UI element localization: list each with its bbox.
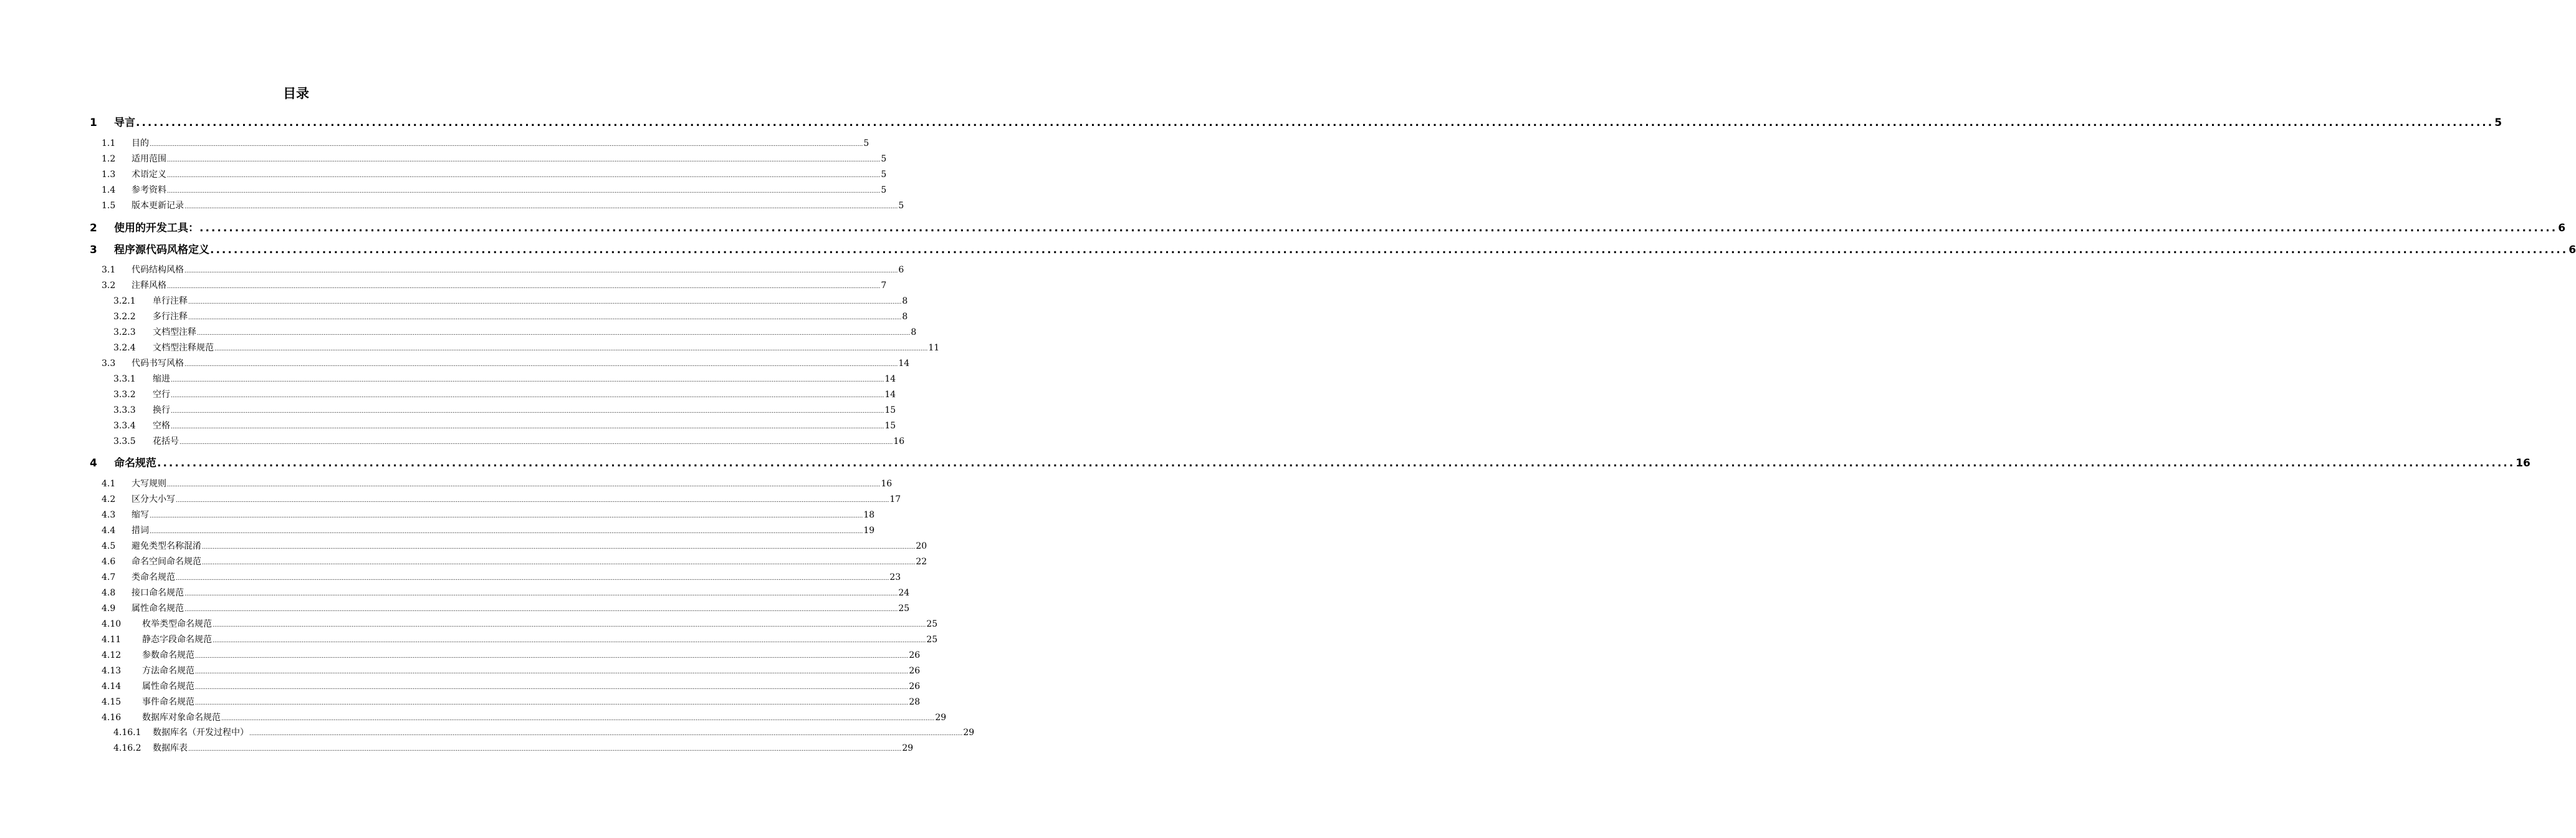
- dot-leader: ................................................................................................................................................................................................................................................................................................................................................................................................................: [195, 653, 909, 660]
- toc-entry-page: 5: [2494, 117, 2502, 129]
- toc-entry-title: 版本更新记录: [132, 201, 184, 211]
- toc-entry-4-16-2[interactable]: [113, 741, 914, 755]
- toc-entry-page: 5: [881, 185, 887, 195]
- dot-leader: ................................................................................................................................................................................................................................................................................................................................................................................................................: [157, 457, 2516, 470]
- toc-entry-page: 5: [863, 138, 869, 148]
- toc-entry-4-8[interactable]: [102, 586, 910, 600]
- toc-entry-page: 16: [881, 479, 893, 489]
- toc-entry-4-11[interactable]: [102, 633, 938, 647]
- dot-leader: ................................................................................................................................................................................................................................................................................................................................................................................................................: [167, 284, 881, 290]
- toc-entry-title: 空行: [153, 390, 170, 400]
- toc-entry-page: 25: [898, 604, 910, 614]
- toc-entry-number: 2: [90, 222, 97, 234]
- toc-entry-title: 命名空间命名规范: [132, 557, 201, 567]
- toc-entry-page: 25: [926, 635, 938, 645]
- toc-entry-number: 3.2: [102, 281, 116, 291]
- dot-leader: ................................................................................................................................................................................................................................................................................................................................................................................................................: [213, 622, 926, 628]
- toc-entry-3-2-4[interactable]: [113, 341, 940, 355]
- toc-entry-title: 代码书写风格: [132, 359, 184, 368]
- toc-title: 目录: [283, 86, 309, 101]
- toc-entry-title: 类命名规范: [132, 572, 175, 582]
- toc-entry-page: 18: [863, 510, 875, 520]
- toc-entry-number: 4.10: [102, 619, 122, 629]
- toc-entry-number: 3: [90, 244, 97, 256]
- toc-entry-3-3-1[interactable]: [113, 372, 896, 386]
- toc-entry-4-9[interactable]: [102, 602, 910, 615]
- toc-entry-1-1[interactable]: [102, 137, 869, 150]
- toc-entry-3-1[interactable]: [102, 263, 904, 277]
- dot-leader: ................................................................................................................................................................................................................................................................................................................................................................................................................: [210, 244, 2569, 256]
- toc-entry-4-7[interactable]: [102, 571, 901, 584]
- dot-leader: ................................................................................................................................................................................................................................................................................................................................................................................................................: [195, 685, 909, 691]
- toc-entry-page: 6: [2569, 244, 2576, 256]
- toc-entry-page: 14: [884, 374, 896, 384]
- toc-entry-4-3[interactable]: [102, 508, 875, 522]
- toc-entry-page: 26: [909, 650, 921, 660]
- toc-entry-title: 使用的开发工具：: [114, 222, 199, 234]
- toc-entry-page: 6: [2558, 222, 2566, 234]
- toc-entry-number: 4.14: [102, 681, 122, 691]
- toc-entry-3-2-3[interactable]: [113, 325, 917, 339]
- toc-entry-title: 接口命名规范: [132, 588, 184, 598]
- toc-entry-number: 3.2.1: [113, 296, 136, 306]
- dot-leader: ................................................................................................................................................................................................................................................................................................................................................................................................................: [180, 440, 893, 446]
- toc-entry-number: 4.16.2: [113, 743, 141, 753]
- toc-entry-number: 4.9: [102, 604, 116, 614]
- toc-entry-number: 4.3: [102, 510, 116, 520]
- dot-leader: ................................................................................................................................................................................................................................................................................................................................................................................................................: [167, 482, 881, 488]
- toc-entry-number: 3.3.5: [113, 436, 136, 446]
- toc-entry-title: 多行注释: [153, 312, 188, 322]
- toc-entry-title: 文档型注释: [153, 327, 196, 337]
- toc-entry-number: 1.4: [102, 185, 116, 195]
- toc-entry-title: 换行: [153, 405, 170, 415]
- dot-leader: ................................................................................................................................................................................................................................................................................................................................................................................................................: [188, 315, 902, 321]
- dot-leader: ................................................................................................................................................................................................................................................................................................................................................................................................................: [184, 204, 898, 210]
- toc-entry-4-13[interactable]: [102, 664, 921, 678]
- toc-entry-number: 3.3.1: [113, 374, 136, 384]
- toc-entry-3-2-2[interactable]: [113, 310, 908, 324]
- toc-entry-page: 14: [884, 390, 896, 400]
- toc-entry-title: 注释风格: [132, 281, 166, 291]
- toc-entry-number: 1.2: [102, 154, 116, 164]
- dot-leader: ................................................................................................................................................................................................................................................................................................................................................................................................................: [136, 117, 2494, 129]
- dot-leader: ................................................................................................................................................................................................................................................................................................................................................................................................................: [184, 268, 898, 274]
- toc-entry-title: 空格: [153, 421, 170, 431]
- toc-entry-number: 4.1: [102, 479, 116, 489]
- toc-entry-3-3-3[interactable]: [113, 403, 896, 417]
- dot-leader: ................................................................................................................................................................................................................................................................................................................................................................................................................: [195, 669, 909, 675]
- dot-leader: ................................................................................................................................................................................................................................................................................................................................................................................................................: [171, 424, 884, 430]
- toc-entry-page: 15: [884, 405, 896, 415]
- toc-entry-number: 4: [90, 457, 97, 470]
- toc-entry-page: 29: [902, 743, 914, 753]
- toc-entry-title: 缩写: [132, 510, 149, 520]
- toc-entry-page: 29: [935, 713, 947, 723]
- toc-entry-number: 1.3: [102, 170, 116, 180]
- dot-leader: ................................................................................................................................................................................................................................................................................................................................................................................................................: [195, 700, 909, 706]
- dot-leader: ................................................................................................................................................................................................................................................................................................................................................................................................................: [188, 299, 902, 306]
- toc-entry-number: 3.3.4: [113, 421, 136, 431]
- toc-entry-page: 17: [889, 494, 901, 504]
- toc-entry-3-2[interactable]: [102, 279, 887, 292]
- toc-entry-title: 属性命名规范: [132, 604, 184, 614]
- toc-entry-page: 28: [909, 697, 921, 707]
- toc-entry-title: 数据库名（开发过程中）: [153, 728, 249, 738]
- toc-entry-title: 命名规范: [114, 457, 156, 470]
- toc-entry-1-5[interactable]: [102, 199, 904, 213]
- toc-entry-1-4[interactable]: [102, 183, 887, 197]
- dot-leader: ................................................................................................................................................................................................................................................................................................................................................................................................................: [184, 362, 898, 368]
- toc-entry-3-2-1[interactable]: [113, 294, 908, 308]
- dot-leader: ................................................................................................................................................................................................................................................................................................................................................................................................................: [167, 173, 881, 179]
- dot-leader: ................................................................................................................................................................................................................................................................................................................................................................................................................: [221, 716, 935, 722]
- toc-entry-title: 术语定义: [132, 170, 166, 180]
- toc-entry-number: 4.2: [102, 494, 116, 504]
- toc-entry-page: 26: [909, 681, 921, 691]
- dot-leader: ................................................................................................................................................................................................................................................................................................................................................................................................................: [202, 560, 916, 566]
- toc-entry-number: 4.13: [102, 666, 122, 676]
- toc-entry-title: 代码结构风格: [132, 265, 184, 275]
- toc-entry-page: 15: [884, 421, 896, 431]
- toc-entry-number: 4.16.1: [113, 728, 141, 738]
- dot-leader: ................................................................................................................................................................................................................................................................................................................................................................................................................: [150, 513, 863, 519]
- dot-leader: ................................................................................................................................................................................................................................................................................................................................................................................................................: [213, 638, 926, 644]
- toc-entry-4-10[interactable]: [102, 617, 938, 631]
- toc-entry-title: 措词: [132, 526, 149, 536]
- toc-entry-title: 避免类型名称混淆: [132, 541, 201, 551]
- toc-entry-page: 8: [902, 312, 908, 322]
- toc-entry-3-3[interactable]: [102, 357, 910, 370]
- toc-entry-number: 3.3.2: [113, 390, 136, 400]
- toc-entry-page: 22: [916, 557, 927, 567]
- dot-leader: ................................................................................................................................................................................................................................................................................................................................................................................................................: [171, 408, 884, 415]
- toc-entry-page: 11: [928, 343, 940, 353]
- toc-entry-3-3-4[interactable]: [113, 419, 896, 433]
- toc-entry-4-14[interactable]: [102, 680, 921, 693]
- toc-entry-title: 目的: [132, 138, 149, 148]
- toc-entry-page: 25: [926, 619, 938, 629]
- toc-entry-4-5[interactable]: [102, 539, 927, 553]
- toc-entry-4-16[interactable]: [102, 711, 947, 725]
- toc-entry-3[interactable]: [90, 242, 2576, 258]
- toc-entry-title: 枚举类型命名规范: [142, 619, 212, 629]
- toc-entry-page: 5: [881, 154, 887, 164]
- toc-entry-page: 29: [963, 728, 975, 738]
- dot-leader: ................................................................................................................................................................................................................................................................................................................................................................................................................: [188, 746, 902, 753]
- toc-entry-page: 26: [909, 666, 921, 676]
- toc-entry-page: 8: [902, 296, 908, 306]
- toc-entry-number: 4.11: [102, 635, 122, 645]
- toc-entry-2[interactable]: [90, 220, 2566, 236]
- toc-entry-title: 单行注释: [153, 296, 188, 306]
- toc-entry-4-12[interactable]: [102, 648, 921, 662]
- dot-leader: ................................................................................................................................................................................................................................................................................................................................................................................................................: [150, 142, 863, 148]
- dot-leader: ................................................................................................................................................................................................................................................................................................................................................................................................................: [202, 544, 916, 551]
- toc-entry-page: 16: [893, 436, 905, 446]
- dot-leader: ................................................................................................................................................................................................................................................................................................................................................................................................................: [184, 591, 898, 597]
- toc-entry-number: 3.2.2: [113, 312, 136, 322]
- toc-entry-title: 缩进: [153, 374, 170, 384]
- toc-entry-4[interactable]: [90, 455, 2531, 471]
- toc-entry-page: 20: [916, 541, 927, 551]
- toc-entry-title: 区分大小写: [132, 494, 175, 504]
- toc-entry-page: 6: [898, 265, 904, 275]
- toc-entry-4-15[interactable]: [102, 695, 921, 709]
- toc-entry-number: 4.16: [102, 713, 122, 723]
- toc-entry-page: 5: [898, 201, 904, 211]
- toc-entry-4-6[interactable]: [102, 555, 927, 569]
- toc-entry-page: 23: [889, 572, 901, 582]
- toc-entry-4-16-1[interactable]: [113, 726, 975, 739]
- toc-entry-title: 适用范围: [132, 154, 166, 164]
- toc-entry-number: 4.5: [102, 541, 116, 551]
- dot-leader: ................................................................................................................................................................................................................................................................................................................................................................................................................: [171, 377, 884, 383]
- toc-entry-page: 19: [863, 526, 875, 536]
- toc-entry-number: 4.7: [102, 572, 116, 582]
- toc-entry-1-3[interactable]: [102, 168, 887, 181]
- dot-leader: ................................................................................................................................................................................................................................................................................................................................................................................................................: [249, 731, 963, 737]
- toc-entry-number: 3.2.3: [113, 327, 136, 337]
- toc-entry-number: 1.1: [102, 138, 116, 148]
- toc-entry-page: 16: [2516, 457, 2531, 470]
- toc-entry-number: 3.1: [102, 265, 116, 275]
- toc-entry-title: 大写规则: [132, 479, 166, 489]
- toc-entry-title: 事件命名规范: [142, 697, 194, 707]
- dot-leader: ................................................................................................................................................................................................................................................................................................................................................................................................................: [176, 576, 889, 582]
- toc-entry-title: 数据库对象命名规范: [142, 713, 221, 723]
- toc-entry-title: 方法命名规范: [142, 666, 194, 676]
- toc-entry-title: 静态字段命名规范: [142, 635, 212, 645]
- toc-entry-page: 8: [911, 327, 917, 337]
- toc-entry-3-3-5[interactable]: [113, 435, 905, 448]
- toc-entry-number: 4.4: [102, 526, 116, 536]
- toc-entry-number: 3.2.4: [113, 343, 136, 353]
- toc-entry-page: 5: [881, 170, 887, 180]
- toc-entry-page: 14: [898, 359, 910, 368]
- toc-entry-page: 7: [881, 281, 887, 291]
- dot-leader: ................................................................................................................................................................................................................................................................................................................................................................................................................: [167, 157, 881, 163]
- dot-leader: ................................................................................................................................................................................................................................................................................................................................................................................................................: [197, 330, 911, 337]
- toc-entry-title: 数据库表: [153, 743, 188, 753]
- toc-entry-1[interactable]: [90, 115, 2502, 131]
- toc-entry-page: 24: [898, 588, 910, 598]
- toc-entry-number: 4.12: [102, 650, 122, 660]
- toc-entry-number: 3.3: [102, 359, 116, 368]
- dot-leader: ................................................................................................................................................................................................................................................................................................................................................................................................................: [150, 529, 863, 535]
- toc-entry-title: 属性命名规范: [142, 681, 194, 691]
- dot-leader: ................................................................................................................................................................................................................................................................................................................................................................................................................: [214, 346, 928, 352]
- dot-leader: ................................................................................................................................................................................................................................................................................................................................................................................................................: [171, 393, 884, 399]
- toc-entry-title: 导言: [114, 117, 135, 129]
- toc-entry-title: 文档型注释规范: [153, 343, 214, 353]
- toc-entry-number: 4.6: [102, 557, 116, 567]
- toc-entry-number: 4.15: [102, 697, 122, 707]
- toc-entry-number: 3.3.3: [113, 405, 136, 415]
- toc-entry-4-1[interactable]: [102, 477, 893, 491]
- toc-entry-title: 参考资料: [132, 185, 166, 195]
- dot-leader: ................................................................................................................................................................................................................................................................................................................................................................................................................: [176, 498, 889, 504]
- toc-entry-number: 1.5: [102, 201, 116, 211]
- toc-entry-1-2[interactable]: [102, 152, 887, 166]
- toc-entry-number: 1: [90, 117, 97, 129]
- toc-entry-title: 程序源代码风格定义: [114, 244, 209, 256]
- dot-leader: ................................................................................................................................................................................................................................................................................................................................................................................................................: [184, 607, 898, 613]
- toc-entry-3-3-2[interactable]: [113, 388, 896, 402]
- toc-entry-title: 参数命名规范: [142, 650, 194, 660]
- toc-entry-4-4[interactable]: [102, 524, 875, 537]
- toc-entry-title: 花括号: [153, 436, 179, 446]
- toc-entry-number: 4.8: [102, 588, 116, 598]
- dot-leader: ................................................................................................................................................................................................................................................................................................................................................................................................................: [199, 222, 2558, 234]
- toc-entry-4-2[interactable]: [102, 493, 901, 506]
- dot-leader: ................................................................................................................................................................................................................................................................................................................................................................................................................: [167, 188, 881, 195]
